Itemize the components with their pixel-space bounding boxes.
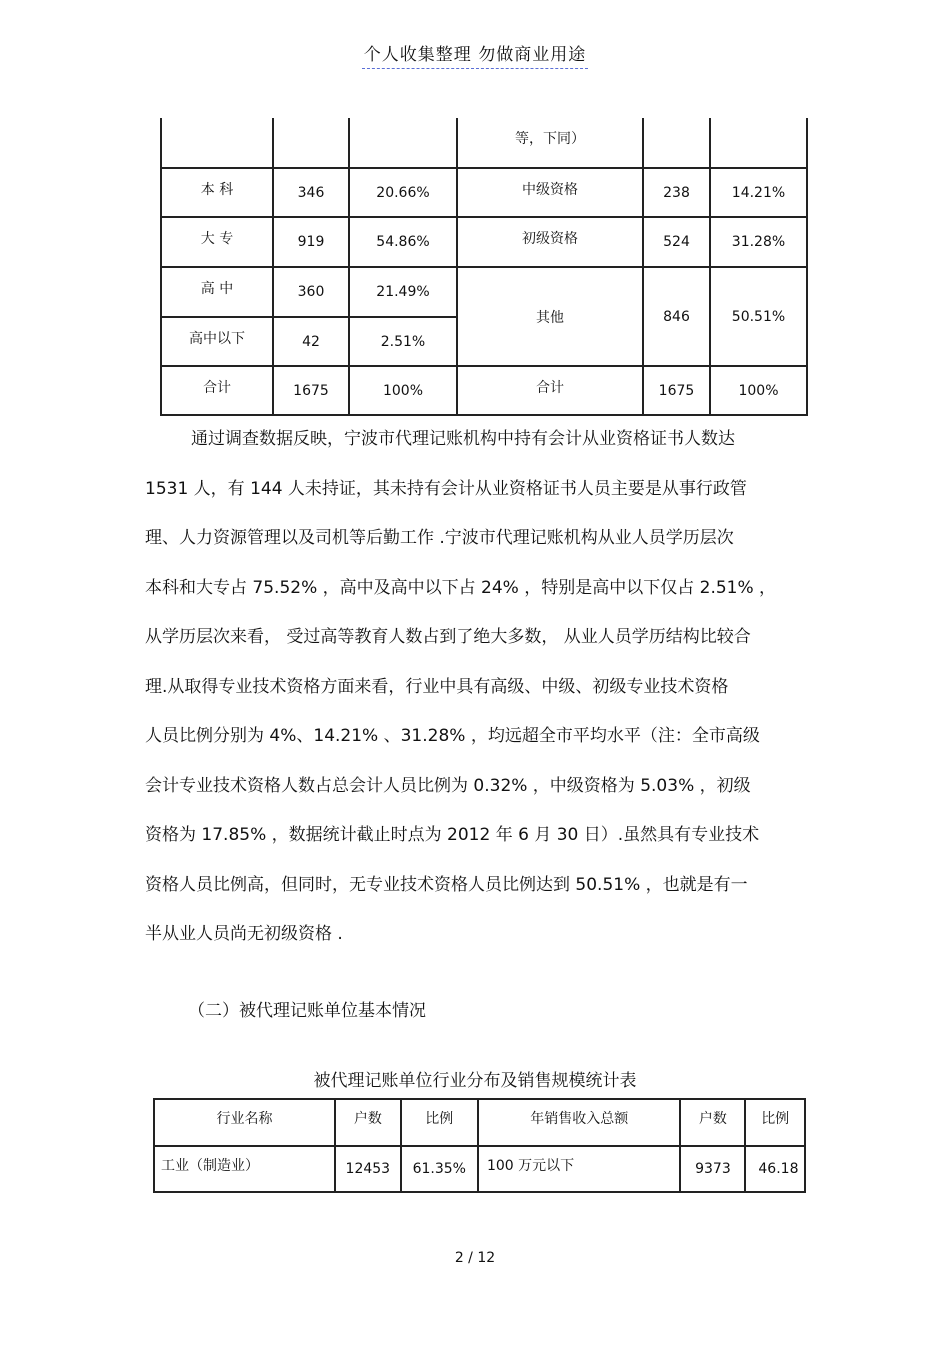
table-cell: 高 中 <box>161 267 273 317</box>
table-cell: 238 <box>643 168 710 217</box>
paragraph-line: 本科和大专占 75.52% ，高中及高中以下占 24% ，特别是高中以下仅占 2.51% ， <box>145 577 777 598</box>
table-cell: 合计 <box>161 366 273 415</box>
table-cell: 合计 <box>457 366 643 415</box>
table-cell: 42 <box>273 317 349 366</box>
table-cell: 21.49% <box>349 267 457 317</box>
table-row <box>161 366 807 415</box>
paragraph-line: 1531 人，有 144 人未持证，其未持有会计从业资格证书人员主要是从事行政管 <box>145 478 747 499</box>
column-header: 年销售收入总额 <box>478 1099 681 1146</box>
table-cell: 61.35% <box>401 1146 478 1192</box>
paragraph-line: 资格为 17.85% ，数据统计截止时点为 2012 年 6 月 30 日）.虽然具有专业技术 <box>145 825 760 845</box>
table-cell: 等，下同） <box>457 118 643 168</box>
table-row <box>154 1146 805 1192</box>
paragraph-line: 理.从取得专业技术资格方面来看，行业中具有高级、中级、初级专业技术资格 <box>145 676 729 697</box>
table-row <box>161 267 807 317</box>
table-row <box>161 118 807 168</box>
column-header: 比例 <box>401 1099 478 1146</box>
table-caption: 被代理记账单位行业分布及销售规模统计表 <box>313 1071 637 1091</box>
industry-table <box>153 1098 806 1193</box>
table-cell: 高中以下 <box>161 317 273 366</box>
table-cell: 中级资格 <box>457 168 643 217</box>
table-cell: 工业（制造业） <box>154 1146 335 1192</box>
table-cell: 524 <box>643 217 710 267</box>
table-row <box>161 217 807 267</box>
table-cell: 20.66% <box>349 168 457 217</box>
table-cell: 360 <box>273 267 349 317</box>
column-header: 行业名称 <box>154 1099 335 1146</box>
table-cell: 846 <box>643 267 710 366</box>
table-cell: 1675 <box>643 366 710 415</box>
table-cell: 100 万元以下 <box>478 1146 681 1192</box>
paragraph-line: 会计专业技术资格人数占总会计人员比例为 0.32% ，中级资格为 5.03% ，初级 <box>145 775 751 796</box>
table-cell: 54.86% <box>349 217 457 267</box>
table-cell: 2.51% <box>349 317 457 366</box>
table-cell: 初级资格 <box>457 217 643 267</box>
paragraph-line: 人员比例分别为 4%、14.21% 、31.28% ，均远超全市平均水平（注：全市高级 <box>145 726 760 746</box>
paragraph-line: 半从业人员尚无初级资格 . <box>145 924 343 944</box>
table-cell: 14.21% <box>710 168 807 217</box>
column-header: 比例 <box>745 1099 805 1146</box>
table-cell: 大 专 <box>161 217 273 267</box>
body-paragraph <box>145 415 810 960</box>
column-header: 户数 <box>335 1099 401 1146</box>
table-cell: 346 <box>273 168 349 217</box>
section-title: （二）被代理记账单位基本情况 <box>188 1001 426 1021</box>
table-row <box>161 168 807 217</box>
industry-table-wrapper <box>153 1098 806 1198</box>
table-cell: 46.18 <box>745 1146 805 1192</box>
paragraph-line: 理、人力资源管理以及司机等后勤工作 .宁波市代理记账机构从业人员学历层次 <box>145 528 734 548</box>
table-cell: 9373 <box>680 1146 745 1192</box>
paragraph-line: 通过调查数据反映，宁波市代理记账机构中持有会计从业资格证书人数达 <box>191 429 735 449</box>
table-cell: 31.28% <box>710 217 807 267</box>
table-cell: 1675 <box>273 366 349 415</box>
page-number: 2 / 12 <box>454 1250 496 1266</box>
table-cell: 50.51% <box>710 267 807 366</box>
paragraph-line: 资格人员比例高，但同时，无专业技术资格人员比例达到 50.51% ，也就是有一 <box>145 874 748 895</box>
table-cell: 本 科 <box>161 168 273 217</box>
paragraph-line: 从学历层次来看， 受过高等教育人数占到了绝大多数， 从业人员学历结构比较合 <box>145 627 751 647</box>
table-cell: 其他 <box>457 267 643 366</box>
table-header-row <box>154 1099 805 1146</box>
table-cell: 12453 <box>335 1146 401 1192</box>
table-cell: 100% <box>710 366 807 415</box>
table-cell: 100% <box>349 366 457 415</box>
table-cell: 919 <box>273 217 349 267</box>
qualification-table <box>160 118 808 416</box>
header-text: 个人收集整理 勿做商业用途 <box>362 45 588 69</box>
column-header: 户数 <box>680 1099 745 1146</box>
page-header <box>0 40 950 65</box>
